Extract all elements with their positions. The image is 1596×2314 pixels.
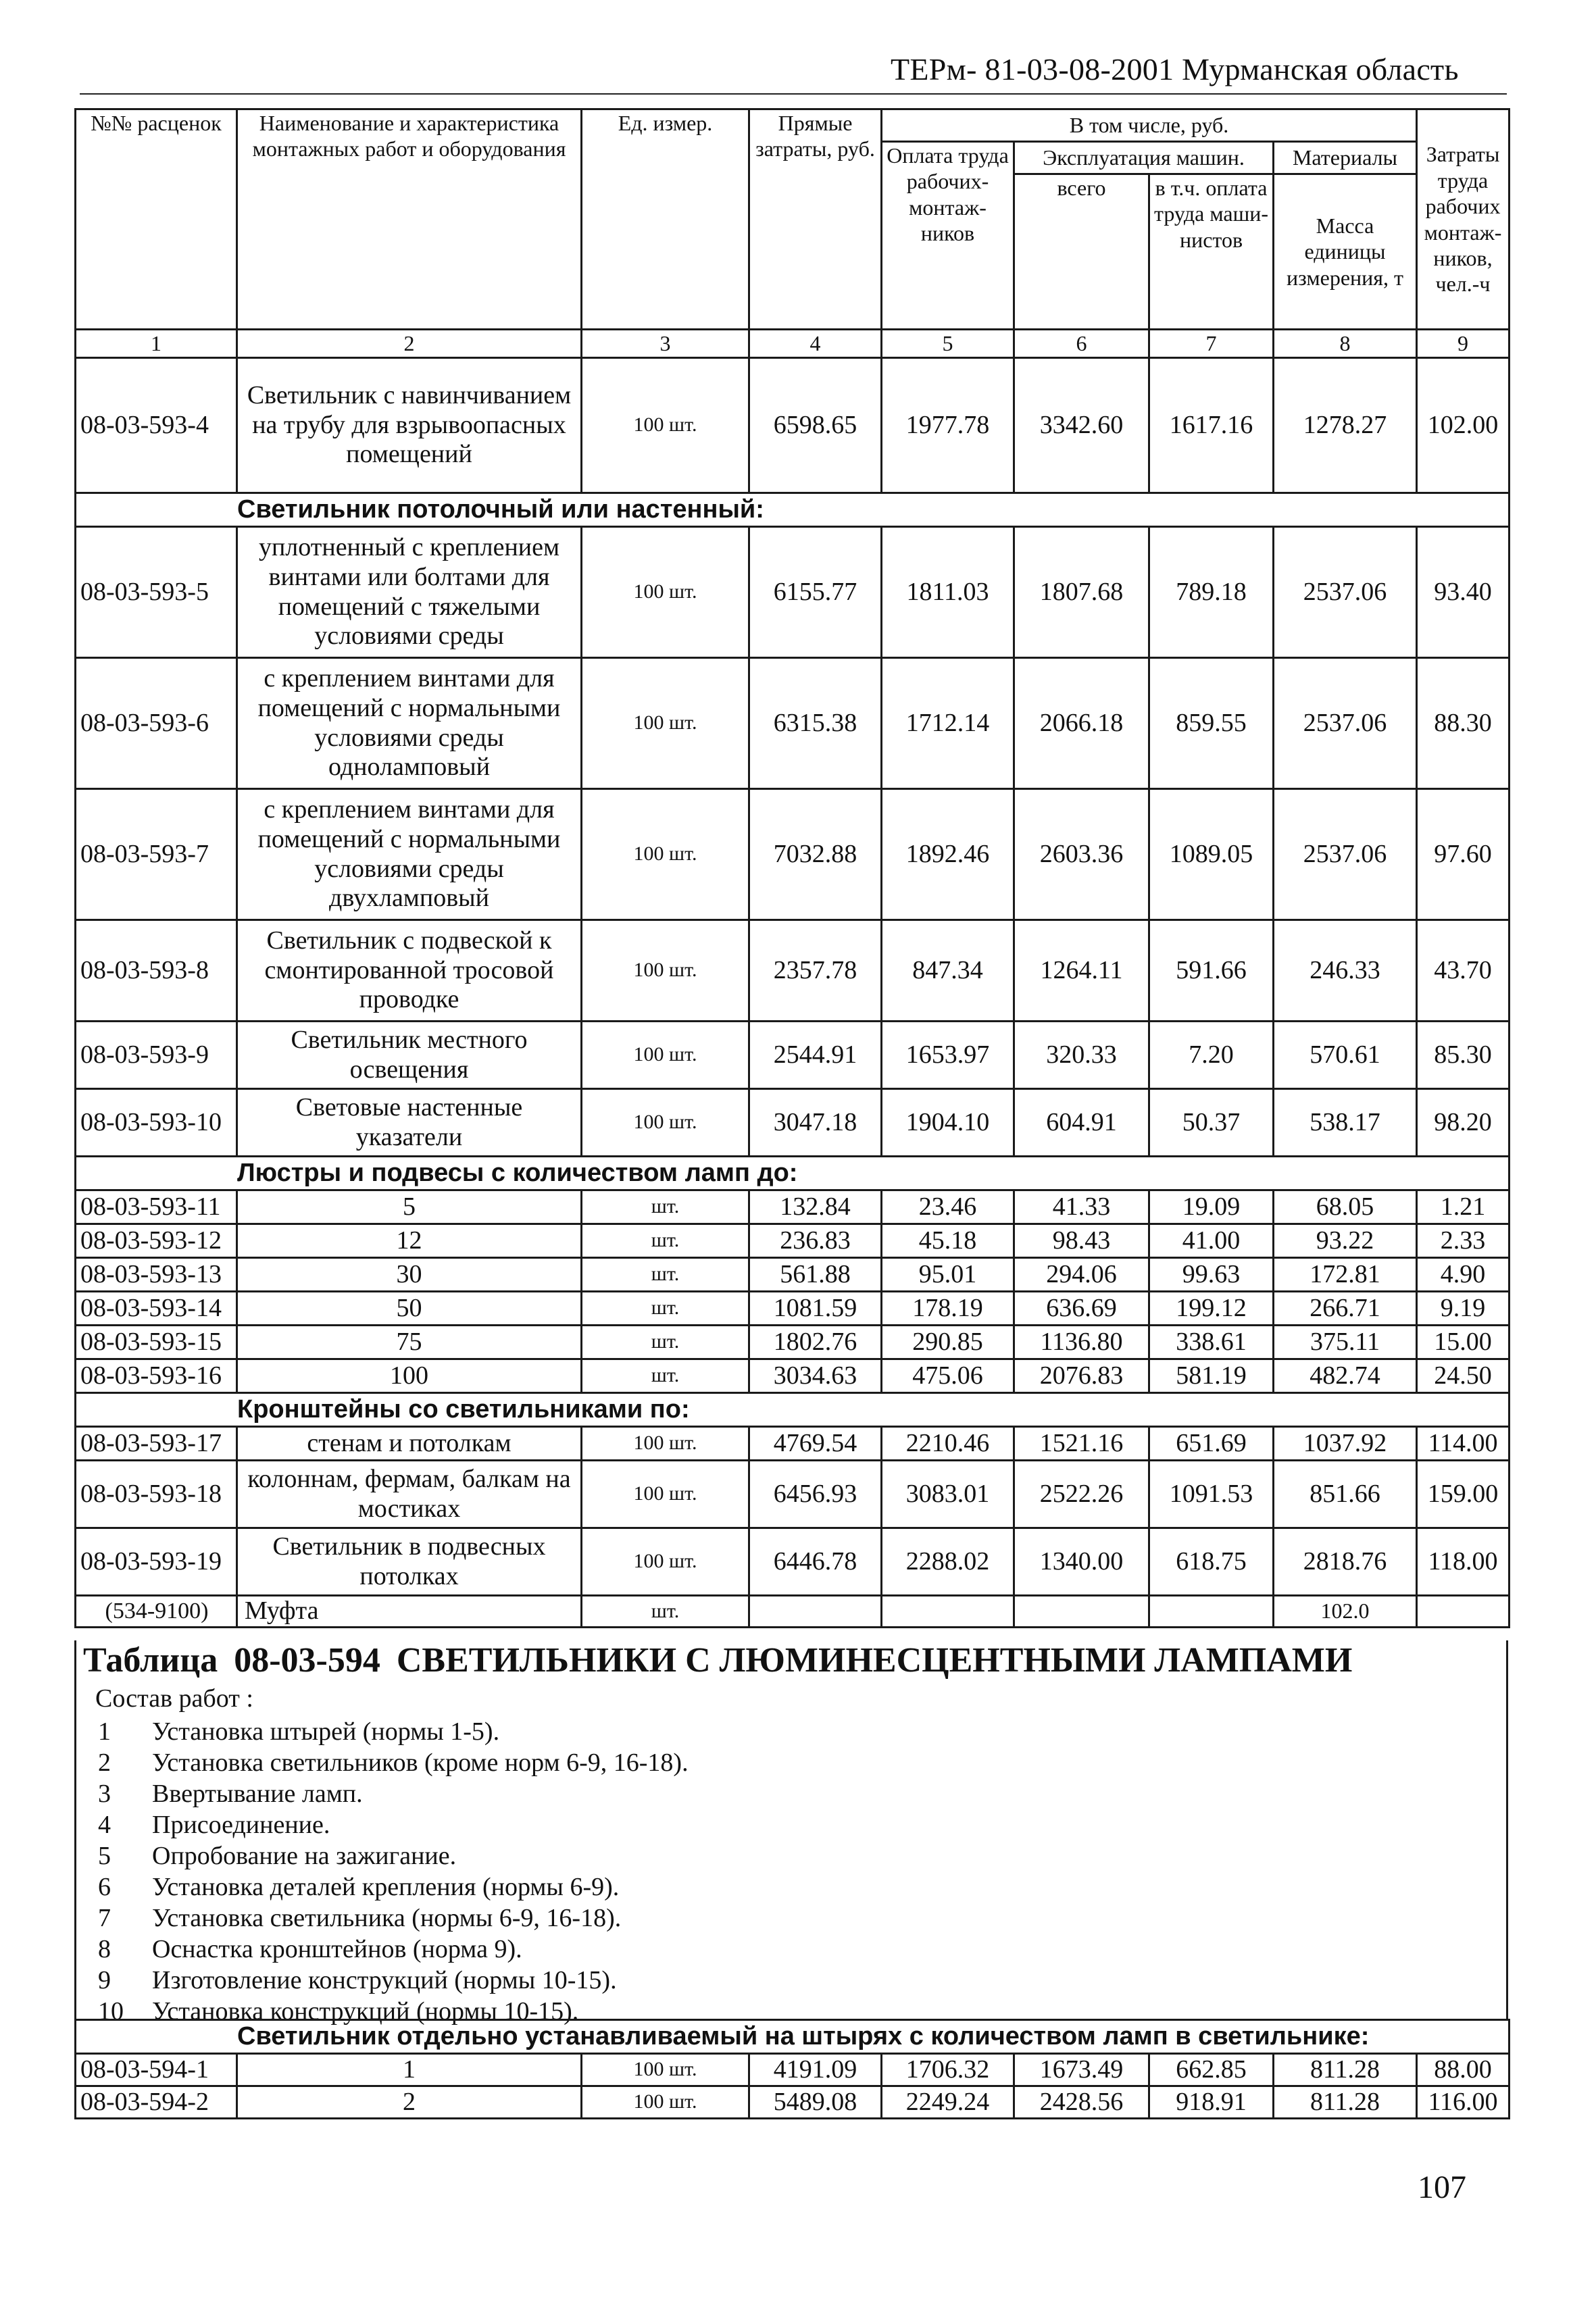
rate-code: 08-03-593-10 [76, 1089, 237, 1157]
labor-hours: 88.00 [1417, 2054, 1510, 2086]
machine-cost: 2603.36 [1014, 789, 1149, 920]
work-item-number: 9 [98, 1966, 111, 1994]
col-header-materials: Материалы [1274, 142, 1417, 174]
labor-hours: 9.19 [1417, 1292, 1510, 1326]
work-item-number: 5 [98, 1842, 111, 1870]
materials-cost: 93.22 [1274, 1224, 1417, 1258]
rate-code: 08-03-593-9 [76, 1022, 237, 1089]
direct-cost: 2544.91 [749, 1022, 882, 1089]
direct-cost: 5489.08 [749, 2086, 882, 2119]
labor-cost: 1977.78 [882, 358, 1014, 493]
work-name: 50 [237, 1292, 582, 1326]
machinist-labor-cost: 789.18 [1149, 527, 1274, 658]
materials-cost: 375.11 [1274, 1326, 1417, 1359]
machinist-labor-cost: 1091.53 [1149, 1461, 1274, 1528]
col-header-mach-labor: в т.ч. оплата труда маши-нистов [1149, 174, 1274, 330]
table-title: СВЕТИЛЬНИКИ С ЛЮМИНЕСЦЕНТНЫМИ ЛАМПАМИ [396, 1641, 1353, 1680]
work-item-text: Установка светильника (нормы 6-9, 16-18). [152, 1904, 622, 1932]
work-item-number: 8 [98, 1935, 111, 1963]
rate-code: 08-03-593-17 [76, 1427, 237, 1461]
unit: 100 шт. [582, 1528, 749, 1596]
price-table-593 [74, 108, 1510, 1628]
work-item-text: Установка конструкций (нормы 10-15). [152, 1997, 579, 2026]
composition-label: Состав работ : [95, 1684, 253, 1713]
machine-cost: 294.06 [1014, 1258, 1149, 1292]
work-name: Светильник с навинчиванием на трубу для взрывоопасных помещений [237, 358, 582, 493]
direct-cost: 6598.65 [749, 358, 882, 493]
direct-cost: 4191.09 [749, 2054, 882, 2086]
table-row [76, 1461, 1510, 1528]
material-unit: шт. [582, 1596, 749, 1628]
section-heading: Кронштейны со светильниками по: [76, 1393, 1510, 1427]
column-number: 6 [1014, 330, 1149, 358]
machine-cost: 320.33 [1014, 1022, 1149, 1089]
materials-cost: 68.05 [1274, 1190, 1417, 1224]
col-header-mass: Масса единицы измерения, т [1274, 174, 1417, 330]
machinist-labor-cost: 99.63 [1149, 1258, 1274, 1292]
section-heading: Светильник отдельно устанавливаемый на штырях с количеством ламп в светильнике: [76, 2020, 1510, 2054]
labor-hours: 98.20 [1417, 1089, 1510, 1157]
labor-hours: 114.00 [1417, 1427, 1510, 1461]
col-header-name: Наименование и характеристика монтажных работ и оборудования [237, 109, 582, 330]
work-name: Световые настенные указатели [237, 1089, 582, 1157]
section-heading: Светильник потолочный или настенный: [76, 493, 1510, 527]
labor-cost: 847.34 [882, 920, 1014, 1022]
materials-cost: 811.28 [1274, 2054, 1417, 2086]
work-name: Светильник в подвесных потолках [237, 1528, 582, 1596]
table-row [76, 1326, 1510, 1359]
material-mass: 102.0 [1274, 1596, 1417, 1628]
work-item-text: Изготовление конструкций (нормы 10-15). [152, 1966, 617, 1994]
machinist-labor-cost: 1089.05 [1149, 789, 1274, 920]
materials-cost: 266.71 [1274, 1292, 1417, 1326]
labor-cost: 475.06 [882, 1359, 1014, 1393]
table-row [76, 1528, 1510, 1596]
table-row [76, 358, 1510, 493]
work-item-number: 3 [98, 1780, 111, 1808]
labor-hours: 102.00 [1417, 358, 1510, 493]
labor-cost: 1811.03 [882, 527, 1014, 658]
table-row [76, 1359, 1510, 1393]
labor-hours: 24.50 [1417, 1359, 1510, 1393]
machinist-labor-cost: 651.69 [1149, 1427, 1274, 1461]
col-header-labor: Оплата труда рабочих-монтаж-ников [882, 142, 1014, 330]
machine-cost: 604.91 [1014, 1089, 1149, 1157]
table-row [76, 1292, 1510, 1326]
labor-hours: 159.00 [1417, 1461, 1510, 1528]
labor-cost: 290.85 [882, 1326, 1014, 1359]
machinist-labor-cost: 41.00 [1149, 1224, 1274, 1258]
page-number: 107 [1418, 2169, 1466, 2205]
labor-hours: 118.00 [1417, 1528, 1510, 1596]
unit: шт. [582, 1292, 749, 1326]
work-item [98, 1840, 689, 1871]
labor-cost: 178.19 [882, 1292, 1014, 1326]
labor-hours: 4.90 [1417, 1258, 1510, 1292]
work-item [98, 1747, 689, 1778]
work-item-number: 6 [98, 1873, 111, 1901]
machine-cost: 2076.83 [1014, 1359, 1149, 1393]
labor-cost: 45.18 [882, 1224, 1014, 1258]
work-item-number: 7 [98, 1904, 111, 1932]
page-header: ТЕРм- 81-03-08-2001 Мурманская область [891, 52, 1459, 86]
works-list [98, 1716, 689, 2027]
work-item-text: Установка штырей (нормы 1-5). [152, 1717, 500, 1746]
unit: 100 шт. [582, 1089, 749, 1157]
rate-code: 08-03-593-12 [76, 1224, 237, 1258]
col-header-group: В том числе, руб. [882, 109, 1417, 142]
unit: шт. [582, 1258, 749, 1292]
work-item-text: Установка светильников (кроме норм 6-9, 16-18). [152, 1749, 689, 1777]
work-item [98, 1965, 689, 1996]
labor-cost: 1904.10 [882, 1089, 1014, 1157]
labor-cost: 2210.46 [882, 1427, 1014, 1461]
work-name: 30 [237, 1258, 582, 1292]
table-row [76, 1190, 1510, 1224]
section-heading: Люстры и подвесы с количеством ламп до: [76, 1157, 1510, 1190]
rate-code: 08-03-593-4 [76, 358, 237, 493]
work-name: с креплением винтами для помещений с нормальными условиями среды двухламповый [237, 789, 582, 920]
col-header-unit: Ед. измер. [582, 109, 749, 330]
work-name: 100 [237, 1359, 582, 1393]
labor-cost: 3083.01 [882, 1461, 1014, 1528]
machine-cost: 98.43 [1014, 1224, 1149, 1258]
labor-cost: 2288.02 [882, 1528, 1014, 1596]
work-item-text: Присоединение. [152, 1811, 330, 1839]
table-row [76, 658, 1510, 789]
table-row [76, 1258, 1510, 1292]
labor-cost: 95.01 [882, 1258, 1014, 1292]
machinist-labor-cost: 859.55 [1149, 658, 1274, 789]
materials-cost: 2537.06 [1274, 789, 1417, 920]
machinist-labor-cost: 591.66 [1149, 920, 1274, 1022]
material-name: Муфта [237, 1596, 582, 1628]
table-row [76, 527, 1510, 658]
table-row [76, 1022, 1510, 1089]
rate-code: 08-03-593-5 [76, 527, 237, 658]
materials-cost: 2537.06 [1274, 658, 1417, 789]
unit: 100 шт. [582, 1022, 749, 1089]
machinist-labor-cost: 618.75 [1149, 1528, 1274, 1596]
column-number: 7 [1149, 330, 1274, 358]
work-item-number: 10 [98, 1997, 124, 2026]
table-594-title [83, 1640, 1352, 1680]
work-item [98, 1716, 689, 1747]
machinist-labor-cost: 50.37 [1149, 1089, 1274, 1157]
machine-cost: 3342.60 [1014, 358, 1149, 493]
rate-code: 08-03-593-6 [76, 658, 237, 789]
direct-cost: 2357.78 [749, 920, 882, 1022]
machinist-labor-cost: 19.09 [1149, 1190, 1274, 1224]
work-item [98, 1871, 689, 1903]
unit: 100 шт. [582, 658, 749, 789]
materials-cost: 482.74 [1274, 1359, 1417, 1393]
direct-cost: 6315.38 [749, 658, 882, 789]
unit: 100 шт. [582, 789, 749, 920]
col-header-direct: Прямые затраты, руб. [749, 109, 882, 330]
material-code: (534-9100) [76, 1596, 237, 1628]
col-header-hours: Затраты труда рабочих монтаж-ников, чел.-ч [1417, 109, 1510, 330]
direct-cost: 4769.54 [749, 1427, 882, 1461]
machine-cost: 1264.11 [1014, 920, 1149, 1022]
work-name: с креплением винтами для помещений с нормальными условиями среды одноламповый [237, 658, 582, 789]
table-594-block [74, 1640, 1508, 2026]
rate-code: 08-03-594-2 [76, 2086, 237, 2119]
unit: 100 шт. [582, 920, 749, 1022]
machine-cost: 2522.26 [1014, 1461, 1149, 1528]
machine-cost: 1340.00 [1014, 1528, 1149, 1596]
header-rule [80, 93, 1507, 95]
materials-cost: 2537.06 [1274, 527, 1417, 658]
col-header-machines: Эксплуатация машин. [1014, 142, 1274, 174]
materials-cost: 851.66 [1274, 1461, 1417, 1528]
column-number: 1 [76, 330, 237, 358]
labor-cost: 23.46 [882, 1190, 1014, 1224]
column-numbers-row [76, 330, 1510, 358]
unit: 100 шт. [582, 527, 749, 658]
labor-hours: 2.33 [1417, 1224, 1510, 1258]
labor-cost: 1892.46 [882, 789, 1014, 920]
work-item-number: 4 [98, 1811, 111, 1839]
column-number: 2 [237, 330, 582, 358]
materials-cost: 538.17 [1274, 1089, 1417, 1157]
work-item-text: Опробование на зажигание. [152, 1842, 457, 1870]
labor-cost: 2249.24 [882, 2086, 1014, 2119]
rate-code: 08-03-594-1 [76, 2054, 237, 2086]
labor-hours: 88.30 [1417, 658, 1510, 789]
table-row [76, 1427, 1510, 1461]
direct-cost: 3047.18 [749, 1089, 882, 1157]
table-row [76, 1089, 1510, 1157]
work-name: уплотненный с креплением винтами или болтами для помещений с тяжелыми условиями среды [237, 527, 582, 658]
materials-cost: 172.81 [1274, 1258, 1417, 1292]
materials-cost: 246.33 [1274, 920, 1417, 1022]
table-row [76, 1224, 1510, 1258]
unit: 100 шт. [582, 1427, 749, 1461]
unit: 100 шт. [582, 2054, 749, 2086]
rate-code: 08-03-593-15 [76, 1326, 237, 1359]
direct-cost: 1802.76 [749, 1326, 882, 1359]
work-name: 2 [237, 2086, 582, 2119]
work-name: 12 [237, 1224, 582, 1258]
unit: шт. [582, 1190, 749, 1224]
machinist-labor-cost: 581.19 [1149, 1359, 1274, 1393]
rate-code: 08-03-593-8 [76, 920, 237, 1022]
machine-cost: 2066.18 [1014, 658, 1149, 789]
work-item-number: 2 [98, 1749, 111, 1777]
work-item [98, 1934, 689, 1965]
direct-cost: 236.83 [749, 1224, 882, 1258]
machine-cost: 1136.80 [1014, 1326, 1149, 1359]
direct-cost: 6456.93 [749, 1461, 882, 1528]
materials-cost: 2818.76 [1274, 1528, 1417, 1596]
work-item-number: 1 [98, 1717, 111, 1746]
rate-code: 08-03-593-18 [76, 1461, 237, 1528]
rate-code: 08-03-593-19 [76, 1528, 237, 1596]
labor-hours: 116.00 [1417, 2086, 1510, 2119]
table-row [76, 2054, 1510, 2086]
machine-cost: 1807.68 [1014, 527, 1149, 658]
work-item [98, 1809, 689, 1840]
materials-cost: 570.61 [1274, 1022, 1417, 1089]
direct-cost: 1081.59 [749, 1292, 882, 1326]
labor-hours: 15.00 [1417, 1326, 1510, 1359]
labor-cost: 1712.14 [882, 658, 1014, 789]
machinist-labor-cost: 7.20 [1149, 1022, 1274, 1089]
machinist-labor-cost: 338.61 [1149, 1326, 1274, 1359]
material-row [76, 1596, 1510, 1628]
direct-cost: 6155.77 [749, 527, 882, 658]
labor-hours: 93.40 [1417, 527, 1510, 658]
table-number: 08-03-594 [234, 1641, 380, 1680]
work-item-text: Ввертывание ламп. [152, 1780, 363, 1808]
direct-cost: 132.84 [749, 1190, 882, 1224]
work-name: 1 [237, 2054, 582, 2086]
machinist-labor-cost: 662.85 [1149, 2054, 1274, 2086]
labor-cost: 1653.97 [882, 1022, 1014, 1089]
rate-code: 08-03-593-7 [76, 789, 237, 920]
materials-cost: 1037.92 [1274, 1427, 1417, 1461]
machine-cost: 1673.49 [1014, 2054, 1149, 2086]
work-name: 5 [237, 1190, 582, 1224]
materials-cost: 811.28 [1274, 2086, 1417, 2119]
column-number: 3 [582, 330, 749, 358]
work-item-text: Установка деталей крепления (нормы 6-9). [152, 1873, 620, 1901]
col-header-code: №№ расценок [76, 109, 237, 330]
unit: 100 шт. [582, 1461, 749, 1528]
unit: 100 шт. [582, 2086, 749, 2119]
work-name: стенам и потолкам [237, 1427, 582, 1461]
unit: шт. [582, 1224, 749, 1258]
table-row [76, 789, 1510, 920]
labor-hours: 43.70 [1417, 920, 1510, 1022]
work-item [98, 1903, 689, 1934]
labor-hours: 85.30 [1417, 1022, 1510, 1089]
work-name: Светильник местного освещения [237, 1022, 582, 1089]
work-name: Светильник с подвеской к смонтированной тросовой проводке [237, 920, 582, 1022]
machinist-labor-cost: 199.12 [1149, 1292, 1274, 1326]
machine-cost: 41.33 [1014, 1190, 1149, 1224]
column-number: 9 [1417, 330, 1510, 358]
labor-hours: 1.21 [1417, 1190, 1510, 1224]
price-table-594 [74, 2019, 1510, 2119]
column-number: 4 [749, 330, 882, 358]
rate-code: 08-03-593-14 [76, 1292, 237, 1326]
table-label: Таблица [83, 1641, 218, 1680]
col-header-mach-total: всего [1014, 174, 1149, 330]
machine-cost: 2428.56 [1014, 2086, 1149, 2119]
direct-cost: 3034.63 [749, 1359, 882, 1393]
unit: 100 шт. [582, 358, 749, 493]
rate-code: 08-03-593-13 [76, 1258, 237, 1292]
direct-cost: 7032.88 [749, 789, 882, 920]
direct-cost: 561.88 [749, 1258, 882, 1292]
work-item [98, 1778, 689, 1809]
work-name: 75 [237, 1326, 582, 1359]
direct-cost: 6446.78 [749, 1528, 882, 1596]
column-number: 8 [1274, 330, 1417, 358]
table-row [76, 2086, 1510, 2119]
machine-cost: 1521.16 [1014, 1427, 1149, 1461]
labor-hours: 97.60 [1417, 789, 1510, 920]
machinist-labor-cost: 918.91 [1149, 2086, 1274, 2119]
rate-code: 08-03-593-16 [76, 1359, 237, 1393]
work-name: колоннам, фермам, балкам на мостиках [237, 1461, 582, 1528]
rate-code: 08-03-593-11 [76, 1190, 237, 1224]
table-row [76, 920, 1510, 1022]
work-item-text: Оснастка кронштейнов (норма 9). [152, 1935, 522, 1963]
column-number: 5 [882, 330, 1014, 358]
unit: шт. [582, 1326, 749, 1359]
machine-cost: 636.69 [1014, 1292, 1149, 1326]
machinist-labor-cost: 1617.16 [1149, 358, 1274, 493]
labor-cost: 1706.32 [882, 2054, 1014, 2086]
unit: шт. [582, 1359, 749, 1393]
materials-cost: 1278.27 [1274, 358, 1417, 493]
